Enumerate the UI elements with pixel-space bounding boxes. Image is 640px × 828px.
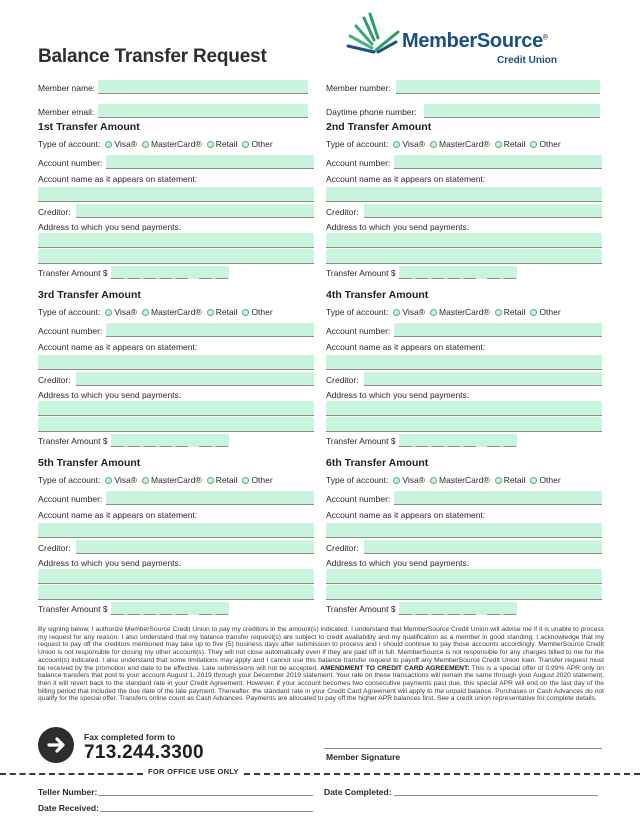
radio-mastercard[interactable] [142,139,202,149]
radio-retail[interactable] [207,475,238,485]
radio-other-label: Other [539,307,561,317]
transfer-4-account-name-field[interactable] [326,355,602,370]
radio-circle-icon [242,141,249,148]
amount-digit-slot [159,602,172,615]
radio-circle-icon [430,309,437,316]
amount-digit-slot [503,434,516,447]
account-type-label: Type of account: [326,475,389,485]
account-number-label: Account number: [38,494,103,504]
date-completed-label: Date Completed: [324,787,392,797]
creditor-label: Creditor: [326,207,359,217]
amount-digit-slot [111,266,124,279]
amount-digit-slot [431,266,444,279]
radio-retail-label: Retail [215,307,238,317]
teller-number-label: Teller Number: [38,787,98,797]
membersource-logo [346,12,586,70]
radio-other[interactable] [530,307,560,317]
radio-other[interactable] [530,475,560,485]
transfer-4-address-line-2[interactable] [326,417,602,432]
date-received-row [38,799,313,813]
amount-digit-slot [415,266,428,279]
member-signature-line[interactable] [324,748,602,749]
account-type-label: Type of account: [38,307,101,317]
logo-subtitle: Credit Union [497,55,557,66]
transfer-1-address-label: Address to which you send payments: [38,222,182,232]
radio-circle-icon [495,477,502,484]
creditor-label: Creditor: [38,543,71,553]
account-number-field[interactable] [394,323,602,337]
teller-number-field[interactable] [98,795,313,796]
radio-retail-label: Retail [215,475,238,485]
account-type-label: Type of account: [326,139,389,149]
radio-mastercard[interactable] [430,475,490,485]
radio-circle-icon [393,309,400,316]
amount-digit-slot [199,434,212,447]
transfer-6-address-line-2[interactable] [326,585,602,600]
transfer-5-account-type [38,475,273,485]
radio-circle-icon [142,477,149,484]
transfer-1-account-type [38,139,273,149]
amount-digit-slot [111,602,124,615]
fax-label: Fax completed form to [84,732,176,742]
amount-digit-slot [143,434,156,447]
amount-digit-slot [487,602,500,615]
transfer-5-address-line-1[interactable] [38,569,314,584]
creditor-field[interactable] [364,372,602,386]
account-number-field[interactable] [106,155,314,169]
member-email-label: Member email: [38,107,95,117]
radio-visa[interactable] [105,475,137,485]
radio-circle-icon [530,477,537,484]
creditor-label: Creditor: [326,375,359,385]
amount-digit-slot [399,266,412,279]
radio-retail-label: Retail [503,475,526,485]
daytime-phone-field[interactable] [424,104,600,118]
transfer-1-account-name-field[interactable] [38,187,314,202]
amount-digit-slot [415,434,428,447]
amount-digit-slot [199,602,212,615]
radio-visa[interactable] [393,475,425,485]
transfer-2-account-number-row [326,153,602,169]
account-number-field[interactable] [106,323,314,337]
logo-mark-icon [346,12,402,60]
radio-circle-icon [495,309,502,316]
transfer-3-account-name-field[interactable] [38,355,314,370]
member-name-row [38,78,308,94]
radio-mastercard[interactable] [430,139,490,149]
transfer-6-account-name-label: Account name as it appears on statement: [326,510,486,520]
radio-retail[interactable] [495,475,526,485]
amount-digit-slot [503,266,516,279]
radio-circle-icon [393,141,400,148]
transfer-3-amount-label: Transfer Amount $ [38,436,108,446]
account-type-label: Type of account: [38,139,101,149]
radio-retail[interactable] [207,307,238,317]
fax-number: 713.244.3300 [84,742,204,763]
account-type-label: Type of account: [326,307,389,317]
date-received-label: Date Received: [38,803,99,813]
creditor-field[interactable] [364,204,602,218]
amount-digit-slot [199,266,212,279]
transfer-3-account-number-row [38,321,314,337]
amount-digit-slot [447,266,460,279]
member-name-label: Member name: [38,83,96,93]
transfer-6-address-line-1[interactable] [326,569,602,584]
member-email-field[interactable] [98,104,308,118]
radio-visa[interactable] [105,307,137,317]
transfer-5-title: 5th Transfer Amount [38,457,141,469]
creditor-field[interactable] [76,204,314,218]
radio-circle-icon [207,477,214,484]
radio-visa-label: Visa® [402,307,426,317]
radio-mastercard[interactable] [142,307,202,317]
creditor-field[interactable] [76,540,314,554]
member-email-row [38,102,308,118]
radio-circle-icon [430,141,437,148]
radio-mastercard-label: MasterCard® [439,307,490,317]
amount-digit-slot [159,434,172,447]
creditor-field[interactable] [364,540,602,554]
radio-other[interactable] [530,139,560,149]
amount-digit-slot [503,602,516,615]
daytime-phone-label: Daytime phone number: [326,107,417,117]
account-number-label: Account number: [326,494,391,504]
transfer-2-account-type [326,139,561,149]
radio-visa[interactable] [393,307,425,317]
transfer-3-address-label: Address to which you send payments: [38,390,182,400]
legal-disclosure: By signing below, I authorize MemberSource Credit Union to pay my creditors in the amount(s) indicated. I understand that MemberSource Credit Union will advise me if it is unable to process my request for any reason. I also understand that my balance transfer request(s) are subject to credit availability and my qualification as a member in good standing. I acknowledge that my request to pay off the creditors mentioned may take up to five (5) business days after submission to process and I should continue to pay those accounts accordingly. MemberSource Credit Union is not responsible for closing my other account(s). They will not close automatically even if they are paid off in full. MemberSource is not responsible for any charges billed to me for the account(s) indicated. I also understand that some limitations may apply and I cannot use this balance transfer request to payoff any MemberSource Credit Union loan. Transfer request must be received by the promotion end date to be effective. Late submissions will not be accepted. AMENDMENT TO CREDIT CARD AGREEMENT: This is a special offer of 0.99% APR only on balance transfers that post to your account August 1, 2019 through your December 2019 statement. Your rate on these transactions will remain the same through your August 2020 statement, then it will revert back to the standard rate in your Credit Agreement. However, if your account becomes two consecutive payments past due, this special APR will end on the last day of the billing period that included the due date of the late payment. Thereafter, the standard rate in your Credit Card Agreement will apply to the unpaid balance. Purchases or Cash Advances do not qualify for the special offer. Transfers online count as Cash Advances. Payments are allocated to pay off the higher APR balances first. See a credit union representative for complete details. [38,626,604,703]
radio-circle-icon [430,477,437,484]
amount-digit-slot [215,434,228,447]
amount-digit-slot [175,602,188,615]
radio-visa-label: Visa® [402,139,426,149]
amount-digit-slot [111,434,124,447]
transfer-3-account-name-label: Account name as it appears on statement: [38,342,198,352]
account-number-label: Account number: [326,158,391,168]
transfer-1-creditor-row [38,202,314,218]
account-number-field[interactable] [394,491,602,505]
logo-name: MemberSource® [402,30,548,52]
amount-digit-slot [143,266,156,279]
transfer-1-account-number-row [38,153,314,169]
amount-digit-slot [159,266,172,279]
radio-circle-icon [530,309,537,316]
radio-other-label: Other [251,139,273,149]
account-type-label: Type of account: [38,475,101,485]
radio-mastercard-label: MasterCard® [439,475,490,485]
transfer-3-address-line-2[interactable] [38,417,314,432]
transfer-4-title: 4th Transfer Amount [326,289,429,301]
radio-other-label: Other [539,475,561,485]
radio-circle-icon [105,309,112,316]
radio-mastercard[interactable] [142,475,202,485]
radio-retail[interactable] [495,139,526,149]
transfer-4-address-line-1[interactable] [326,401,602,416]
account-number-label: Account number: [326,326,391,336]
transfer-4-creditor-row [326,370,602,386]
creditor-label: Creditor: [38,375,71,385]
transfer-4-account-name-label: Account name as it appears on statement: [326,342,486,352]
radio-other-label: Other [539,139,561,149]
transfer-1-account-name-label: Account name as it appears on statement: [38,174,198,184]
member-number-row [326,78,600,94]
transfer-6-account-number-row [326,489,602,505]
radio-visa-label: Visa® [114,139,138,149]
office-divider-left [0,773,143,775]
transfer-3-creditor-row [38,370,314,386]
amount-digit-slot [127,434,140,447]
date-completed-field[interactable] [394,795,598,796]
page-title: Balance Transfer Request [38,46,267,67]
radio-circle-icon [242,477,249,484]
transfer-3-address-line-1[interactable] [38,401,314,416]
transfer-1-address-line-1[interactable] [38,233,314,248]
transfer-2-account-name-field[interactable] [326,187,602,202]
radio-visa-label: Visa® [114,475,138,485]
radio-retail-label: Retail [503,307,526,317]
account-number-label: Account number: [38,158,103,168]
radio-mastercard[interactable] [430,307,490,317]
transfer-2-address-label: Address to which you send payments: [326,222,470,232]
radio-mastercard-label: MasterCard® [151,139,202,149]
radio-retail-label: Retail [503,139,526,149]
transfer-6-title: 6th Transfer Amount [326,457,429,469]
radio-circle-icon [207,309,214,316]
transfer-4-address-label: Address to which you send payments: [326,390,470,400]
amount-digit-slot [463,266,476,279]
transfer-6-address-label: Address to which you send payments: [326,558,470,568]
creditor-label: Creditor: [326,543,359,553]
amount-digit-slot [447,434,460,447]
transfer-1-address-line-2[interactable] [38,249,314,264]
radio-visa-label: Visa® [402,475,426,485]
transfer-4-amount-label: Transfer Amount $ [326,436,396,446]
radio-mastercard-label: MasterCard® [151,475,202,485]
transfer-5-address-line-2[interactable] [38,585,314,600]
transfer-1-title: 1st Transfer Amount [38,121,140,133]
office-divider-right [244,773,640,775]
date-completed-row [324,783,598,797]
transfer-2-account-name-label: Account name as it appears on statement: [326,174,486,184]
amount-digit-slot [447,602,460,615]
amount-digit-slot [215,602,228,615]
amount-digit-slot [463,434,476,447]
date-received-field[interactable] [100,811,313,812]
amount-digit-slot [127,602,140,615]
radio-visa[interactable] [393,139,425,149]
transfer-4-account-number-row [326,321,602,337]
transfer-1-amount-label: Transfer Amount $ [38,268,108,278]
office-use-banner: FOR OFFICE USE ONLY [148,767,239,776]
transfer-6-account-type [326,475,561,485]
transfer-3-account-type [38,307,273,317]
radio-circle-icon [393,477,400,484]
amount-digit-slot [463,602,476,615]
amount-digit-slot [487,434,500,447]
account-number-field[interactable] [106,491,314,505]
radio-visa-label: Visa® [114,307,138,317]
transfer-5-address-label: Address to which you send payments: [38,558,182,568]
fax-arrow-icon [38,727,74,763]
radio-visa[interactable] [105,139,137,149]
radio-other-label: Other [251,475,273,485]
radio-circle-icon [207,141,214,148]
transfer-5-creditor-row [38,538,314,554]
transfer-5-account-name-label: Account name as it appears on statement: [38,510,198,520]
transfer-5-account-number-row [38,489,314,505]
radio-other[interactable] [242,307,272,317]
amount-digit-slot [143,602,156,615]
creditor-label: Creditor: [38,207,71,217]
radio-circle-icon [242,309,249,316]
transfer-6-creditor-row [326,538,602,554]
radio-other[interactable] [242,139,272,149]
transfer-2-amount-label: Transfer Amount $ [326,268,396,278]
radio-other[interactable] [242,475,272,485]
transfer-6-amount-label: Transfer Amount $ [326,604,396,614]
transfer-6-account-name-field[interactable] [326,523,602,538]
account-number-label: Account number: [38,326,103,336]
creditor-field[interactable] [76,372,314,386]
amount-digit-slot [215,266,228,279]
radio-circle-icon [142,141,149,148]
amount-digit-slot [487,266,500,279]
radio-retail[interactable] [495,307,526,317]
radio-retail[interactable] [207,139,238,149]
teller-number-row [38,783,313,797]
transfer-2-title: 2nd Transfer Amount [326,121,432,133]
radio-circle-icon [142,309,149,316]
amount-digit-slot [399,434,412,447]
radio-mastercard-label: MasterCard® [439,139,490,149]
radio-mastercard-label: MasterCard® [151,307,202,317]
member-signature-label: Member Signature [326,752,401,762]
amount-digit-slot [431,602,444,615]
account-number-field[interactable] [394,155,602,169]
radio-circle-icon [530,141,537,148]
transfer-5-account-name-field[interactable] [38,523,314,538]
transfer-2-creditor-row [326,202,602,218]
amount-digit-slot [175,434,188,447]
radio-circle-icon [495,141,502,148]
radio-circle-icon [105,141,112,148]
amount-digit-slot [175,266,188,279]
transfer-2-address-line-1[interactable] [326,233,602,248]
daytime-phone-row [326,102,600,118]
radio-circle-icon [105,477,112,484]
amount-digit-slot [431,434,444,447]
amount-digit-slot [399,602,412,615]
transfer-4-account-type [326,307,561,317]
transfer-5-amount-label: Transfer Amount $ [38,604,108,614]
transfer-2-address-line-2[interactable] [326,249,602,264]
amount-digit-slot [415,602,428,615]
amount-digit-slot [127,266,140,279]
member-name-field[interactable] [98,80,308,94]
member-number-label: Member number: [326,83,391,93]
radio-retail-label: Retail [215,139,238,149]
transfer-3-title: 3rd Transfer Amount [38,289,141,301]
radio-other-label: Other [251,307,273,317]
member-number-field[interactable] [396,80,600,94]
